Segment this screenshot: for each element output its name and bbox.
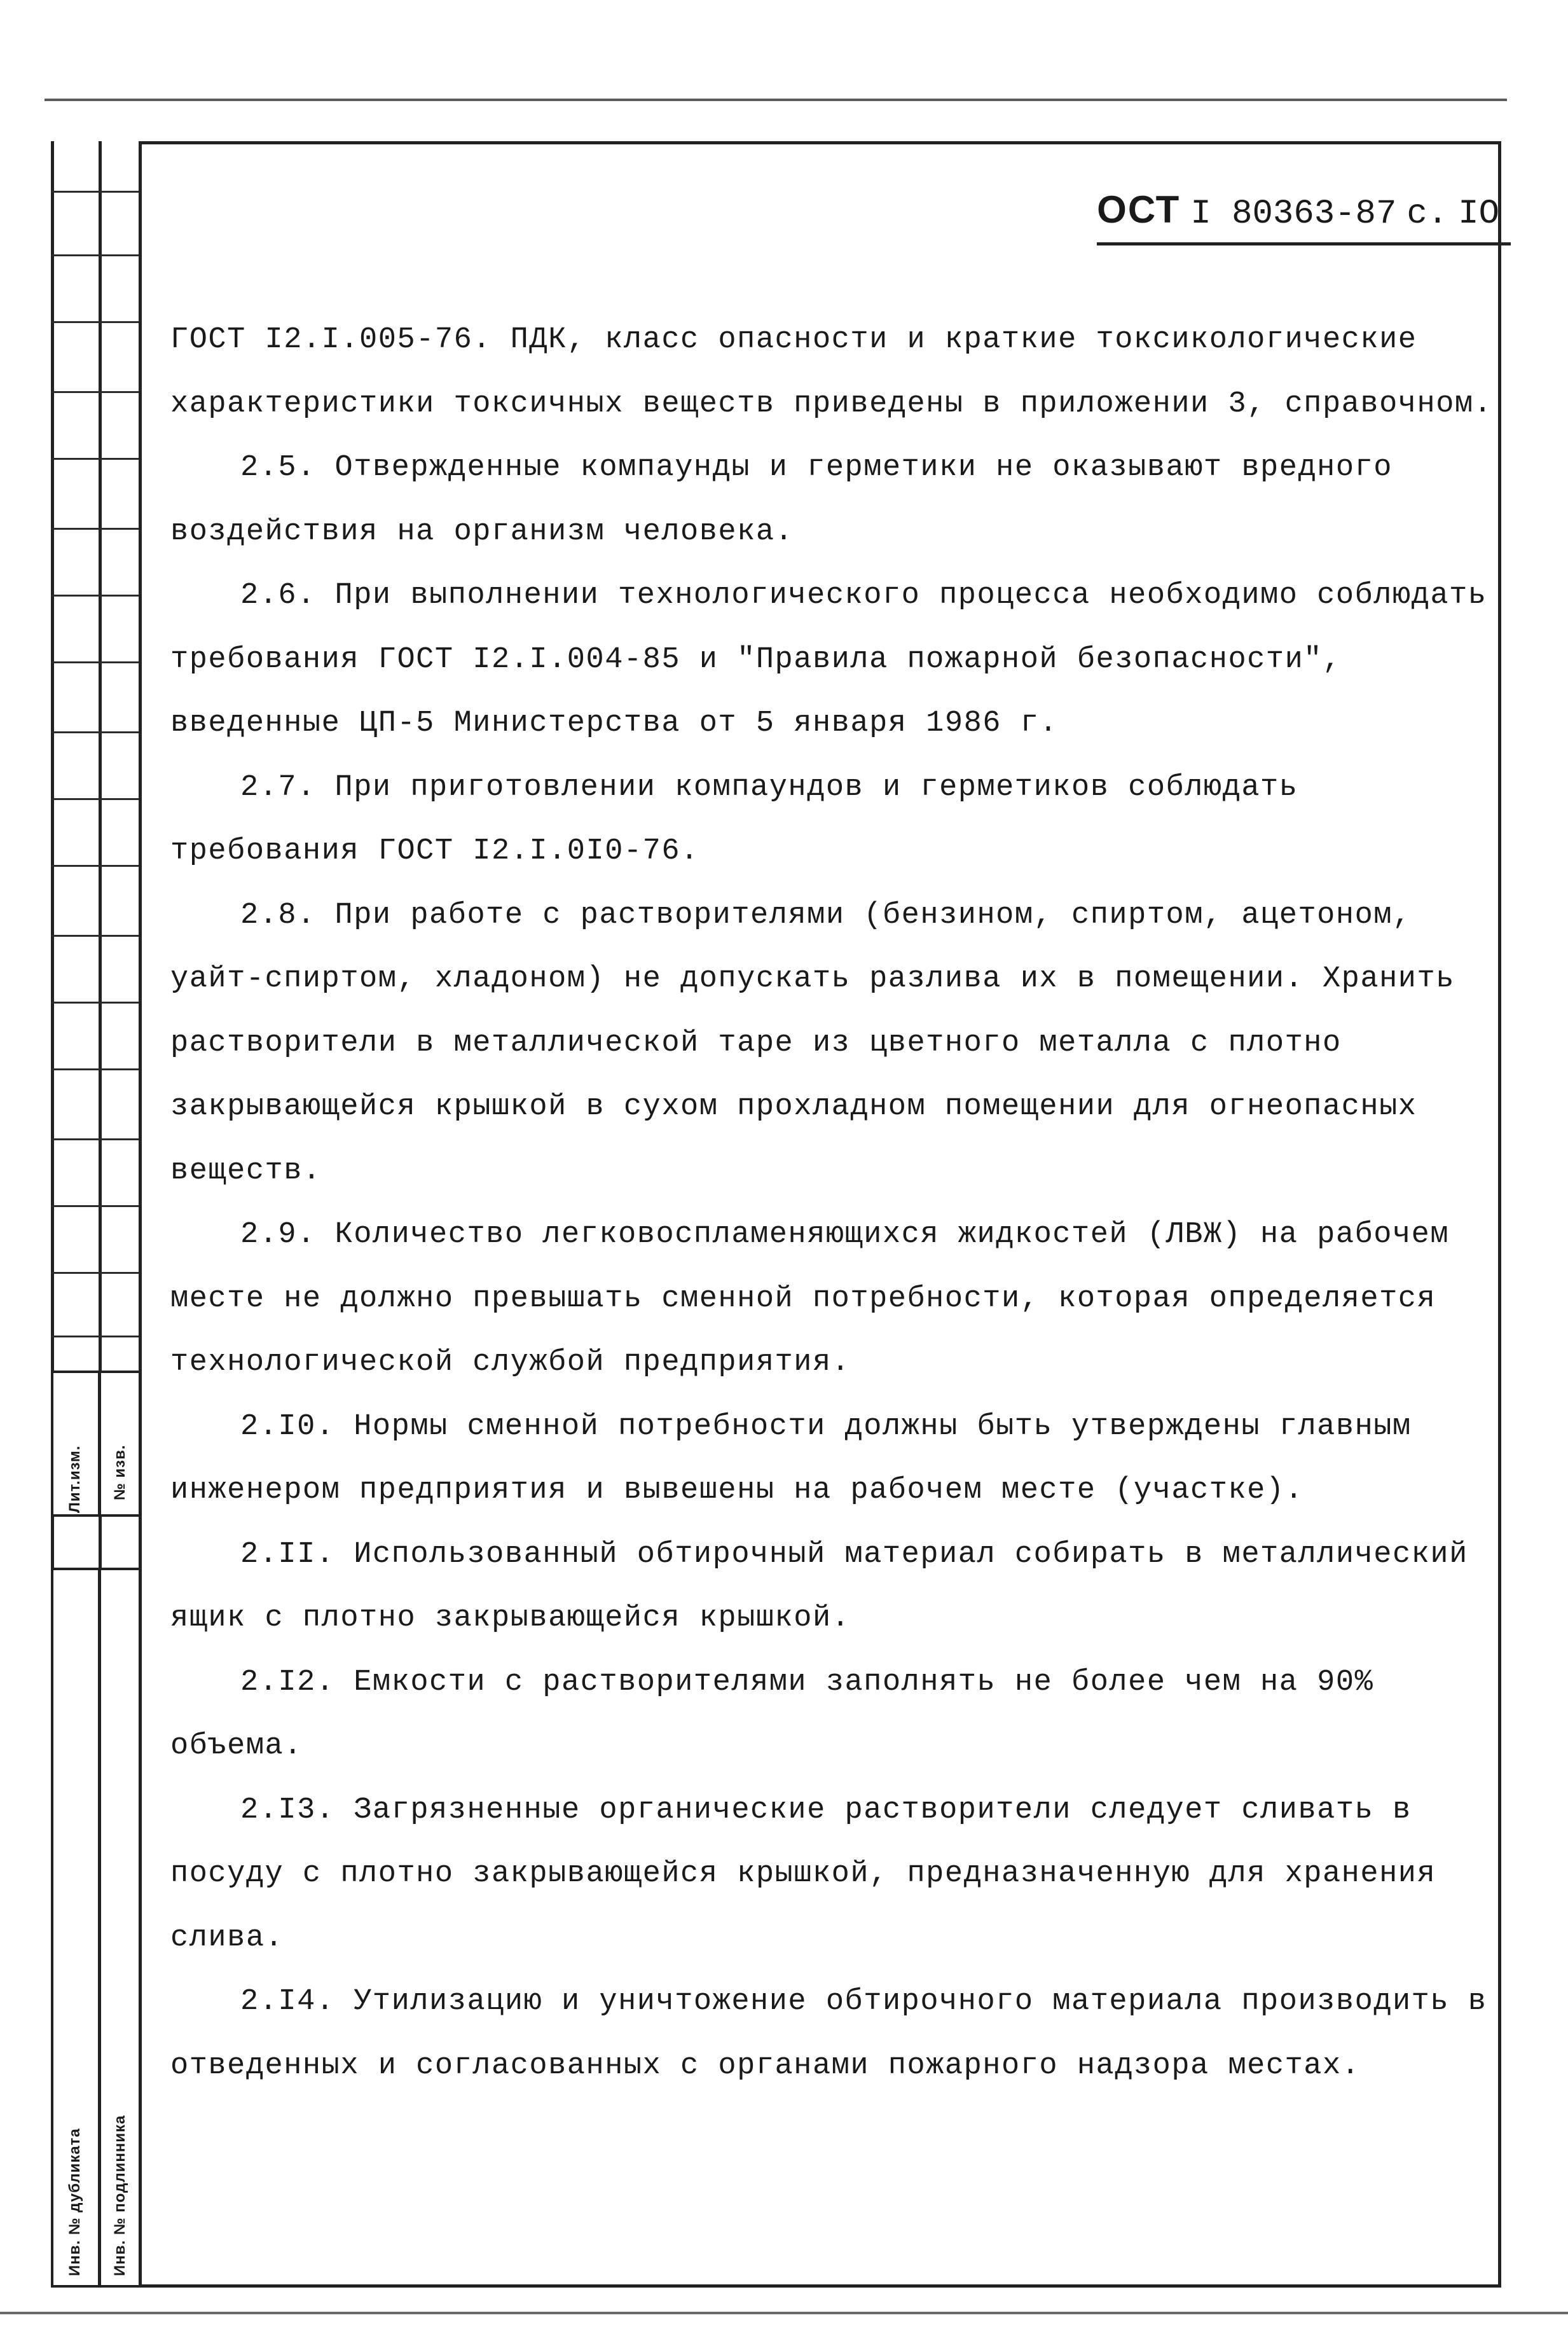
paragraph-2-12: 2.I2. Емкости с растворителями заполнять не более чем на 90% объема.: [170, 1665, 1374, 1763]
binding-tick: [51, 1068, 142, 1070]
stamp-box-podlinnik: [99, 1568, 142, 2288]
binding-tick: [51, 731, 142, 733]
paragraph-2-9: 2.9. Количество легковоспламеняющихся жидкостей (ЛВЖ) на рабочем месте не должно превышать сменной потребности, которая определяется технологической службой предприятия.: [170, 1218, 1450, 1379]
binding-tick: [51, 1138, 142, 1140]
binding-tick: [51, 1205, 142, 1207]
binding-tick: [51, 254, 142, 256]
page-prefix: с.: [1406, 195, 1448, 233]
stamp-box-dublikat: [51, 1568, 100, 2288]
stamp-inv-dublikata: Инв. № дубликата: [66, 2128, 83, 2276]
binding-tick: [51, 391, 142, 393]
stamp-box-lit-izm: [51, 1371, 100, 1517]
paragraph-2-8: 2.8. При работе с растворителями (бензином, спиртом, ацетоном, уайт-спиртом, хладоном) не допускать разлива их в помещении. Хранить растворители в металлической таре из цветного металла с плотно закрывающейся крышкой в сухом прохладном помещении для огнеопасных веществ.: [170, 898, 1455, 1188]
stamp-box-izv: [99, 1371, 142, 1517]
binding-tick: [51, 1336, 142, 1337]
paragraph-2-14: 2.I4. Утилизацию и уничтожение обтирочного материала производить в отведенных и согласованных с органами пожарного надзора местах.: [170, 1985, 1487, 2083]
paragraph-2-10: 2.I0. Нормы сменной потребности должны быть утверждены главным инженером предприятия и вывешены на рабочем месте (участке).: [170, 1409, 1412, 1507]
document-header: [1097, 188, 1511, 245]
paragraph-2-7: 2.7. При приготовлении компаундов и герметиков соблюдать требования ГОСТ I2.I.0I0-76.: [170, 770, 1298, 868]
page-edge-top: [45, 99, 1507, 101]
binding-tick: [51, 1002, 142, 1004]
paragraph-2-6: 2.6. При выполнении технологического процесса необходимо соблюдать требования ГОСТ I2.I.004-85 и "Правила пожарной безопасности", введенные ЦП-5 Министерства от 5 января 1986 г.: [170, 579, 1487, 740]
binding-tick: [51, 865, 142, 867]
page-number: IO: [1458, 195, 1499, 233]
binding-tick: [51, 458, 142, 460]
standard-prefix: ОСТ: [1097, 188, 1181, 231]
binding-tick: [51, 528, 142, 530]
paragraph-2-5: 2.5. Отвержденные компаунды и герметики не оказывают вредного воздействия на организм человека.: [170, 451, 1393, 549]
page-edge-bottom: [0, 2312, 1568, 2314]
binding-tick: [51, 321, 142, 323]
stamp-lit-izm: Лит.изм.: [66, 1445, 83, 1513]
binding-tick: [51, 595, 142, 597]
stamp-inv-podlinnika: Инв. № подлинника: [111, 2115, 128, 2276]
binding-tick: [51, 661, 142, 663]
paragraph-continuation: ГОСТ I2.I.005-76. ПДК, класс опасности и краткие токсикологические характеристики токсичных веществ приведены в приложении 3, справочном.: [170, 323, 1493, 421]
paragraph-2-11: 2.II. Использованный обтирочный материал собирать в металлический ящик с плотно закрывающейся крышкой.: [170, 1537, 1468, 1635]
binding-tick: [51, 935, 142, 937]
binding-tick: [51, 1272, 142, 1274]
binding-tick: [51, 798, 142, 800]
paragraph-2-13: 2.I3. Загрязненные органические растворители следует сливать в посуду с плотно закрывающейся крышкой, предназначенную для хранения слива.: [170, 1793, 1436, 1955]
stamp-n-izv: № изв.: [111, 1444, 128, 1500]
binding-tick: [51, 191, 142, 193]
standard-number: I 80363-87: [1190, 195, 1397, 233]
document-body: [170, 308, 1499, 2098]
